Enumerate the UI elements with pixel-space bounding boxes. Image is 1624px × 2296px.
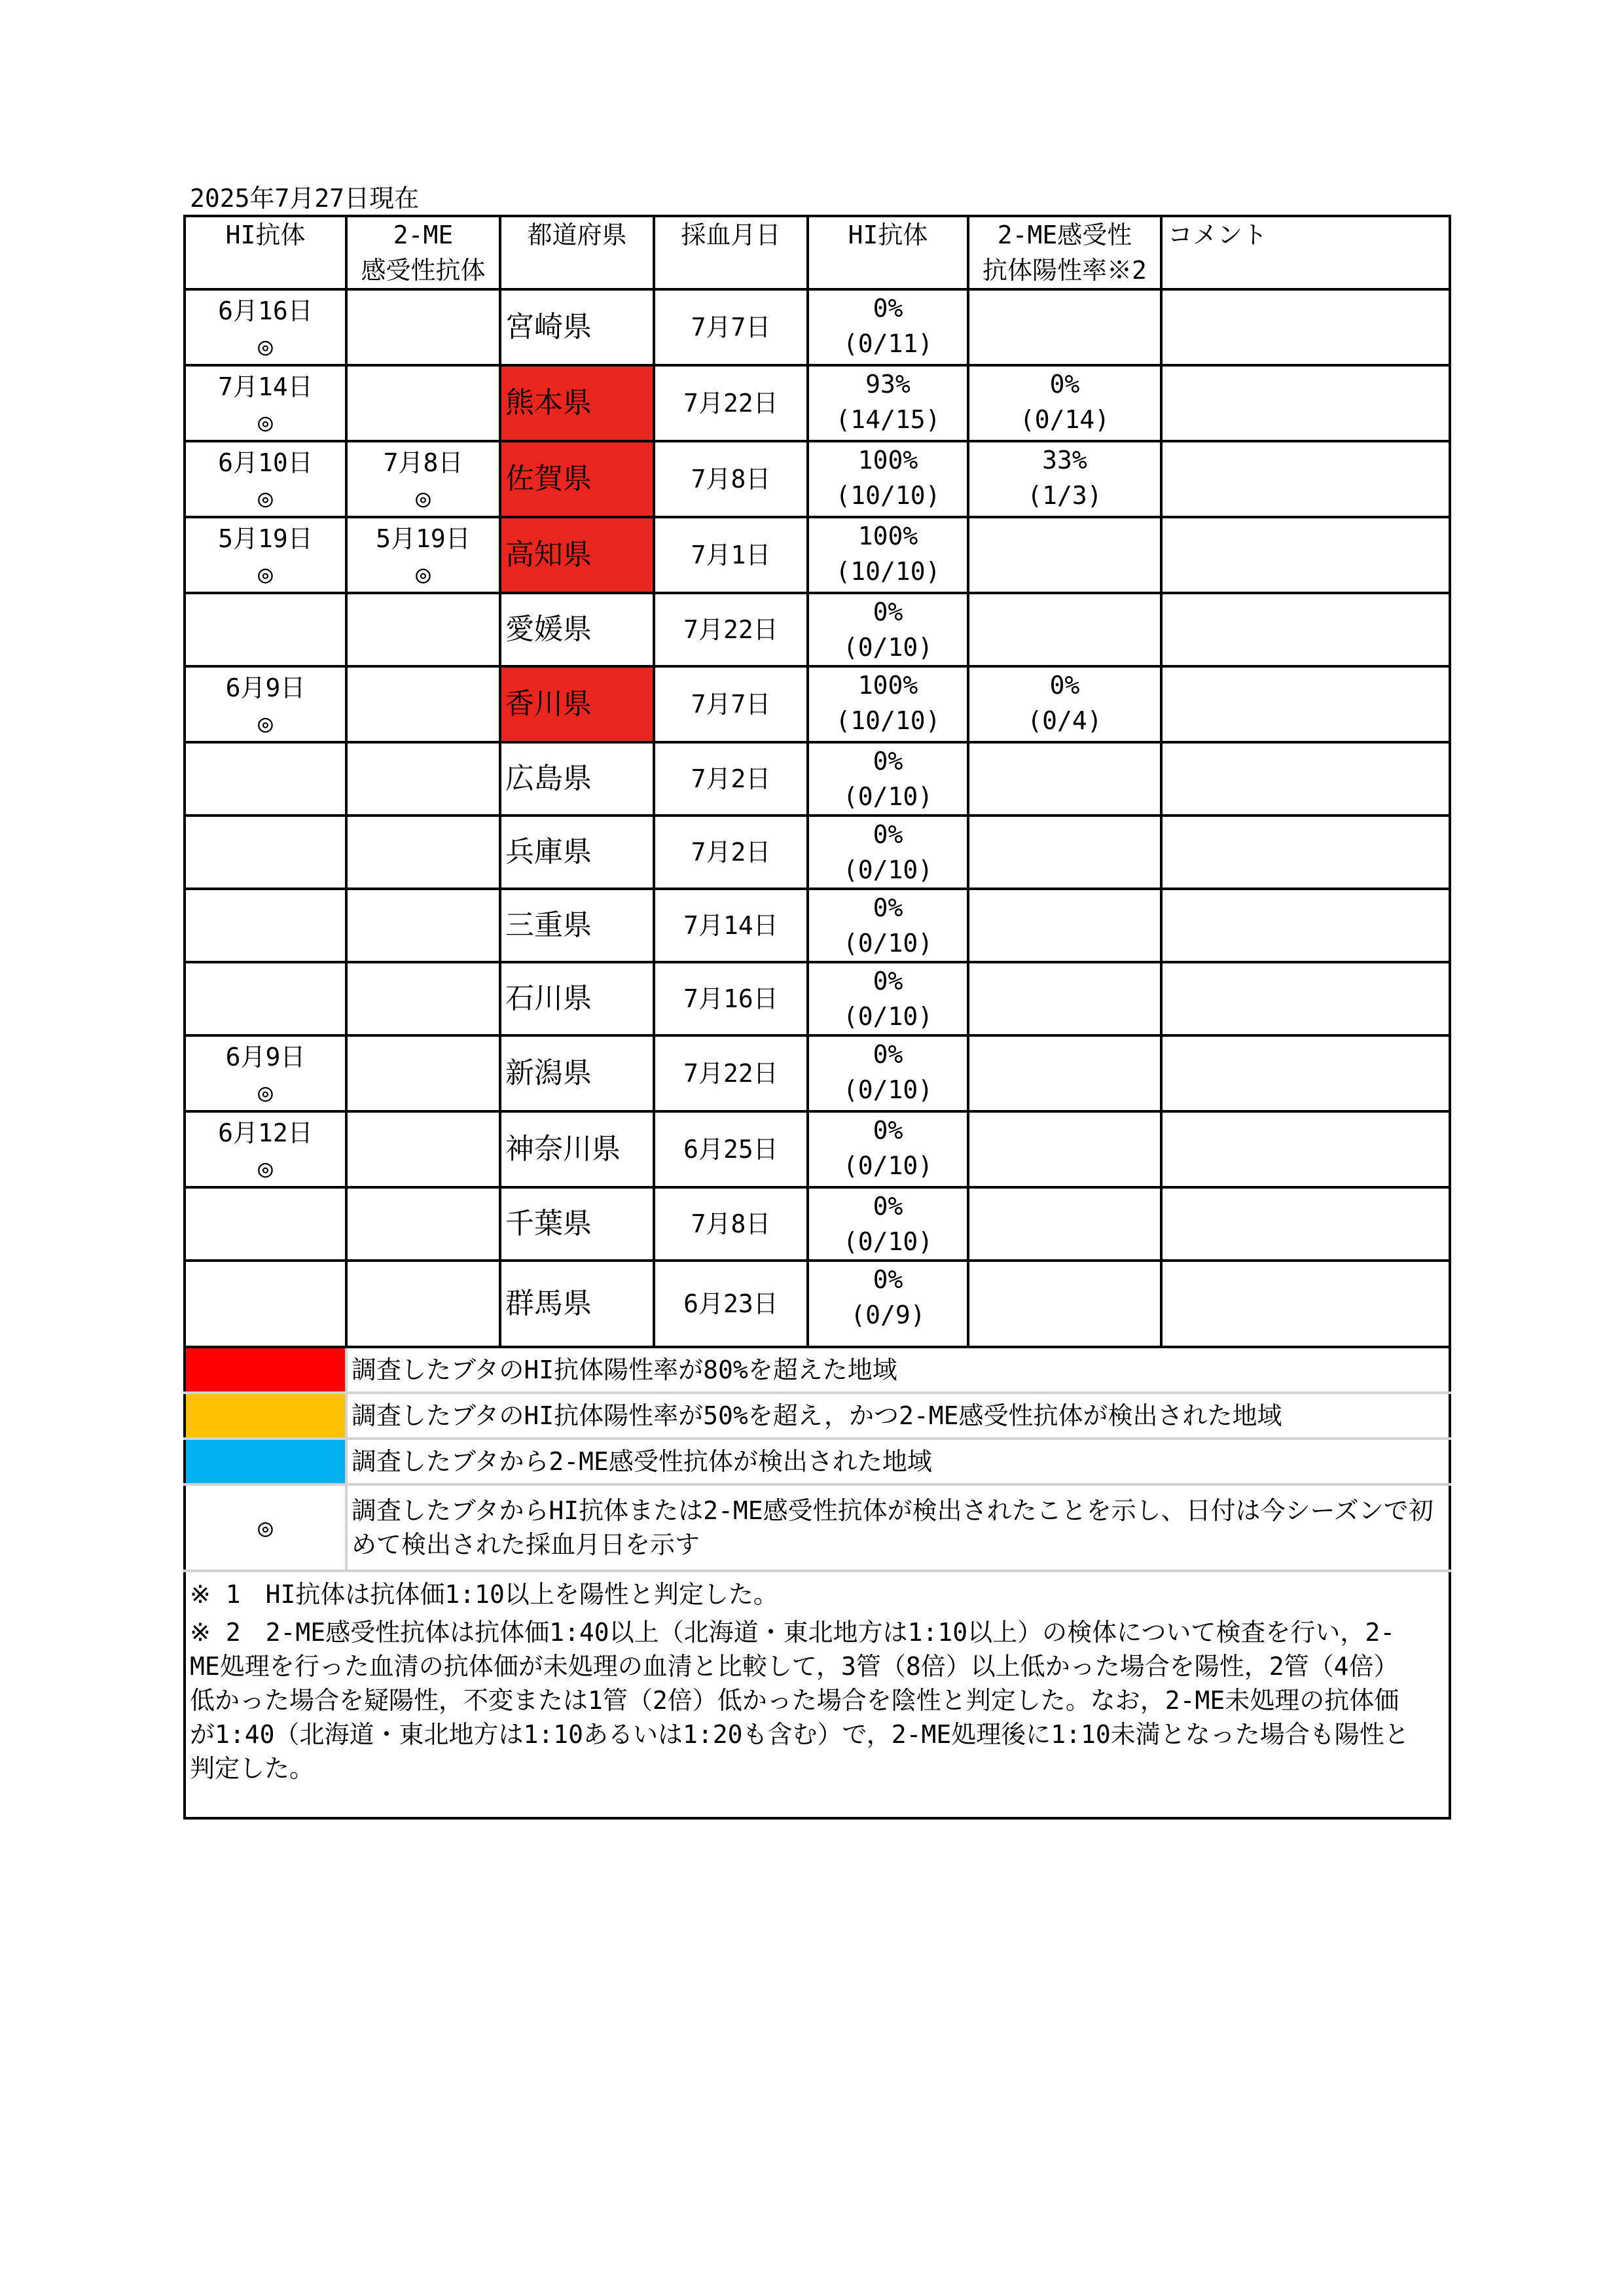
- hi-rate-ratio: (10/10): [835, 481, 941, 510]
- hi-first-date: 6月12日: [218, 1119, 313, 1147]
- me-first-detected-cell: [346, 889, 500, 962]
- prefecture-cell: 香川県: [500, 666, 654, 742]
- hi-rate-ratio: (0/10): [842, 782, 933, 811]
- hi-rate-ratio: (0/11): [842, 329, 933, 358]
- sample-date-cell: 7月2日: [654, 816, 808, 889]
- hi-rate-ratio: (14/15): [835, 405, 941, 434]
- comment-cell: [1161, 289, 1450, 365]
- me-first-detected-cell: [346, 1187, 500, 1261]
- prefecture-cell: 佐賀県: [500, 441, 654, 517]
- me-rate-cell: [968, 666, 1161, 742]
- prefecture-cell: 高知県: [500, 517, 654, 593]
- hi-detected-mark: ◎: [258, 560, 273, 588]
- hi-rate-percent: 0%: [873, 1116, 903, 1145]
- sample-date-cell: 7月14日: [654, 889, 808, 962]
- hi-first-detected-cell: [185, 1035, 346, 1111]
- me-rate-percent: 33%: [1042, 446, 1087, 475]
- legend-row-orange: [185, 1393, 1450, 1439]
- hi-rate-cell: [808, 289, 968, 365]
- me-rate-cell: [968, 742, 1161, 816]
- me-rate-ratio: (1/3): [1027, 481, 1102, 510]
- comment-cell: [1161, 1261, 1450, 1347]
- hi-detected-mark: ◎: [258, 332, 273, 361]
- table-row: [185, 889, 1450, 962]
- hi-rate-ratio: (0/10): [842, 1002, 933, 1031]
- table-row: [185, 1187, 1450, 1261]
- hi-first-date: 6月10日: [218, 448, 313, 477]
- hi-rate-cell: [808, 593, 968, 666]
- me-first-date: 7月8日: [383, 448, 463, 477]
- me-rate-cell: [968, 962, 1161, 1035]
- comment-cell: [1161, 365, 1450, 441]
- me-rate-cell: [968, 289, 1161, 365]
- sample-date-cell: 7月8日: [654, 1187, 808, 1261]
- sample-date-cell: 7月1日: [654, 517, 808, 593]
- header-me-rate: 2-ME感受性 抗体陽性率※2: [968, 216, 1161, 289]
- hi-first-detected-cell: [185, 1187, 346, 1261]
- hi-rate-percent: 100%: [857, 671, 918, 700]
- legend-mark-symbol: ◎: [185, 1484, 346, 1571]
- sample-date-cell: 7月7日: [654, 666, 808, 742]
- table-row: [185, 441, 1450, 517]
- hi-rate-ratio: (0/10): [842, 633, 933, 662]
- notes-cell: [185, 1571, 1450, 1818]
- hi-detected-mark: ◎: [258, 1154, 273, 1183]
- hi-first-detected-cell: [185, 441, 346, 517]
- table-row: [185, 962, 1450, 1035]
- me-first-detected-cell: [346, 517, 500, 593]
- table-row: [185, 1111, 1450, 1187]
- comment-cell: [1161, 962, 1450, 1035]
- me-rate-cell: [968, 1111, 1161, 1187]
- header-hi-first-detected: HI抗体: [185, 216, 346, 289]
- hi-rate-cell: [808, 666, 968, 742]
- sample-date-cell: 7月7日: [654, 289, 808, 365]
- hi-first-detected-cell: [185, 742, 346, 816]
- hi-rate-ratio: (0/10): [842, 1151, 933, 1180]
- hi-rate-ratio: (0/10): [842, 855, 933, 884]
- hi-rate-percent: 93%: [865, 370, 911, 399]
- hi-rate-ratio: (0/10): [842, 929, 933, 958]
- sample-date-cell: 7月22日: [654, 593, 808, 666]
- me-first-detected-cell: [346, 816, 500, 889]
- hi-first-detected-cell: [185, 666, 346, 742]
- hi-first-detected-cell: [185, 816, 346, 889]
- hi-rate-cell: [808, 1187, 968, 1261]
- me-first-detected-cell: [346, 1261, 500, 1347]
- me-rate-cell: [968, 889, 1161, 962]
- table-row: [185, 289, 1450, 365]
- header-me-first-detected: 2-ME 感受性抗体: [346, 216, 500, 289]
- hi-rate-percent: 0%: [873, 747, 903, 776]
- prefecture-cell: 群馬県: [500, 1261, 654, 1347]
- prefecture-cell: 千葉県: [500, 1187, 654, 1261]
- legend-swatch-orange: [185, 1393, 346, 1439]
- me-first-detected-cell: [346, 742, 500, 816]
- hi-first-detected-cell: [185, 593, 346, 666]
- hi-rate-cell: [808, 441, 968, 517]
- me-rate-percent: 0%: [1049, 671, 1080, 700]
- me-detected-mark: ◎: [416, 560, 431, 588]
- hi-rate-cell: [808, 365, 968, 441]
- comment-cell: [1161, 593, 1450, 666]
- prefecture-cell: 新潟県: [500, 1035, 654, 1111]
- prefecture-cell: 熊本県: [500, 365, 654, 441]
- legend-text-mark: 調査したブタからHI抗体または2-ME感受性抗体が検出されたことを示し、日付は今シーズンで初めて検出された採血月日を示す: [346, 1484, 1450, 1571]
- table-row: [185, 1261, 1450, 1347]
- prefecture-cell: 石川県: [500, 962, 654, 1035]
- hi-first-detected-cell: [185, 1261, 346, 1347]
- me-rate-cell: [968, 1035, 1161, 1111]
- header-prefecture: 都道府県: [500, 216, 654, 289]
- hi-first-detected-cell: [185, 962, 346, 1035]
- me-rate-ratio: (0/14): [1019, 405, 1110, 434]
- me-rate-percent: 0%: [1049, 370, 1080, 399]
- hi-rate-ratio: (0/10): [842, 1227, 933, 1256]
- sample-date-cell: 7月22日: [654, 1035, 808, 1111]
- note-2: ※ 2 2-ME感受性抗体は抗体価1:40以上（北海道・東北地方は1:10以上）の検体について検査を行い，2-ME処理を行った血清の抗体価が未処理の血清と比較して，3管（8倍）以上低かった場合を陽性，2管（4倍）低かった場合を疑陽性，不変または1管（2倍）低かった場合を陰性と判定した。なお，2-ME未処理の抗体価が1:40（北海道・東北地方は1:10あるいは1:20も含む）で，2-ME処理後に1:10未満となった場合も陽性と判定した。: [190, 1618, 1409, 1783]
- hi-rate-percent: 0%: [873, 1040, 903, 1069]
- hi-first-detected-cell: [185, 365, 346, 441]
- hi-first-detected-cell: [185, 889, 346, 962]
- prefecture-cell: 広島県: [500, 742, 654, 816]
- hi-rate-percent: 0%: [873, 967, 903, 996]
- hi-rate-cell: [808, 742, 968, 816]
- sample-date-cell: 7月22日: [654, 365, 808, 441]
- comment-cell: [1161, 441, 1450, 517]
- hi-first-detected-cell: [185, 289, 346, 365]
- sample-date-cell: 7月8日: [654, 441, 808, 517]
- me-rate-cell: [968, 816, 1161, 889]
- table-row: [185, 742, 1450, 816]
- prefecture-cell: 兵庫県: [500, 816, 654, 889]
- note-1: ※ 1 HI抗体は抗体価1:10以上を陽性と判定した。: [190, 1580, 778, 1609]
- comment-cell: [1161, 1111, 1450, 1187]
- legend-text-red: 調査したブタのHI抗体陽性率が80%を超えた地域: [346, 1347, 1450, 1393]
- report-date: 2025年7月27日現在: [190, 184, 420, 213]
- comment-cell: [1161, 742, 1450, 816]
- comment-cell: [1161, 816, 1450, 889]
- prefecture-cell: 宮崎県: [500, 289, 654, 365]
- comment-cell: [1161, 517, 1450, 593]
- hi-detected-mark: ◎: [258, 1078, 273, 1107]
- hi-rate-ratio: (0/10): [842, 1075, 933, 1104]
- me-first-date: 5月19日: [376, 524, 471, 553]
- me-first-detected-cell: [346, 441, 500, 517]
- hi-rate-cell: [808, 1111, 968, 1187]
- hi-first-detected-cell: [185, 1111, 346, 1187]
- hi-rate-percent: 100%: [857, 446, 918, 475]
- hi-first-date: 5月19日: [218, 524, 313, 553]
- me-rate-cell: [968, 593, 1161, 666]
- header-sample-date: 採血月日: [654, 216, 808, 289]
- hi-rate-cell: [808, 962, 968, 1035]
- legend-text-orange: 調査したブタのHI抗体陽性率が50%を超え，かつ2-ME感受性抗体が検出された地域: [346, 1393, 1450, 1439]
- me-first-detected-cell: [346, 1035, 500, 1111]
- hi-detected-mark: ◎: [258, 709, 273, 738]
- hi-rate-percent: 0%: [873, 598, 903, 626]
- antibody-survey-table: [183, 215, 1451, 1820]
- hi-detected-mark: ◎: [258, 408, 273, 437]
- hi-first-detected-cell: [185, 517, 346, 593]
- table-row: [185, 365, 1450, 441]
- legend-text-blue: 調査したブタから2-ME感受性抗体が検出された地域: [346, 1439, 1450, 1484]
- legend-swatch-red: [185, 1347, 346, 1393]
- hi-rate-percent: 0%: [873, 893, 903, 922]
- me-first-detected-cell: [346, 593, 500, 666]
- legend-row-mark: [185, 1484, 1450, 1571]
- legend-row-red: [185, 1347, 1450, 1393]
- me-rate-cell: [968, 1187, 1161, 1261]
- comment-cell: [1161, 889, 1450, 962]
- hi-rate-percent: 100%: [857, 522, 918, 550]
- hi-detected-mark: ◎: [258, 484, 273, 512]
- notes-row: [185, 1571, 1450, 1818]
- comment-cell: [1161, 1187, 1450, 1261]
- hi-rate-percent: 0%: [873, 820, 903, 849]
- me-first-detected-cell: [346, 289, 500, 365]
- me-rate-cell: [968, 365, 1161, 441]
- table-row: [185, 593, 1450, 666]
- sample-date-cell: 6月25日: [654, 1111, 808, 1187]
- hi-rate-ratio: (0/9): [850, 1300, 926, 1329]
- hi-rate-cell: [808, 816, 968, 889]
- hi-first-date: 6月9日: [225, 1043, 306, 1071]
- me-detected-mark: ◎: [416, 484, 431, 512]
- hi-rate-ratio: (10/10): [835, 557, 941, 586]
- hi-rate-cell: [808, 1035, 968, 1111]
- comment-cell: [1161, 666, 1450, 742]
- prefecture-cell: 三重県: [500, 889, 654, 962]
- hi-first-date: 6月16日: [218, 296, 313, 325]
- prefecture-cell: 愛媛県: [500, 593, 654, 666]
- hi-first-date: 6月9日: [225, 673, 306, 702]
- header-hi-rate: HI抗体: [808, 216, 968, 289]
- comment-cell: [1161, 1035, 1450, 1111]
- me-first-detected-cell: [346, 1111, 500, 1187]
- header-comment: コメント: [1161, 216, 1450, 289]
- me-rate-cell: [968, 441, 1161, 517]
- hi-rate-cell: [808, 517, 968, 593]
- hi-rate-percent: 0%: [873, 1265, 903, 1294]
- hi-rate-cell: [808, 889, 968, 962]
- sample-date-cell: 6月23日: [654, 1261, 808, 1347]
- me-rate-cell: [968, 1261, 1161, 1347]
- hi-first-date: 7月14日: [218, 372, 313, 401]
- sample-date-cell: 7月16日: [654, 962, 808, 1035]
- me-first-detected-cell: [346, 365, 500, 441]
- table-row: [185, 666, 1450, 742]
- prefecture-cell: 神奈川県: [500, 1111, 654, 1187]
- hi-rate-percent: 0%: [873, 1192, 903, 1221]
- legend-swatch-blue: [185, 1439, 346, 1484]
- legend-row-blue: [185, 1439, 1450, 1484]
- me-rate-ratio: (0/4): [1027, 706, 1102, 735]
- me-first-detected-cell: [346, 962, 500, 1035]
- header-row: [185, 216, 1450, 289]
- me-first-detected-cell: [346, 666, 500, 742]
- table-row: [185, 1035, 1450, 1111]
- hi-rate-percent: 0%: [873, 294, 903, 323]
- me-rate-cell: [968, 517, 1161, 593]
- hi-rate-ratio: (10/10): [835, 706, 941, 735]
- table-row: [185, 517, 1450, 593]
- hi-rate-cell: [808, 1261, 968, 1347]
- table-row: [185, 816, 1450, 889]
- sample-date-cell: 7月2日: [654, 742, 808, 816]
